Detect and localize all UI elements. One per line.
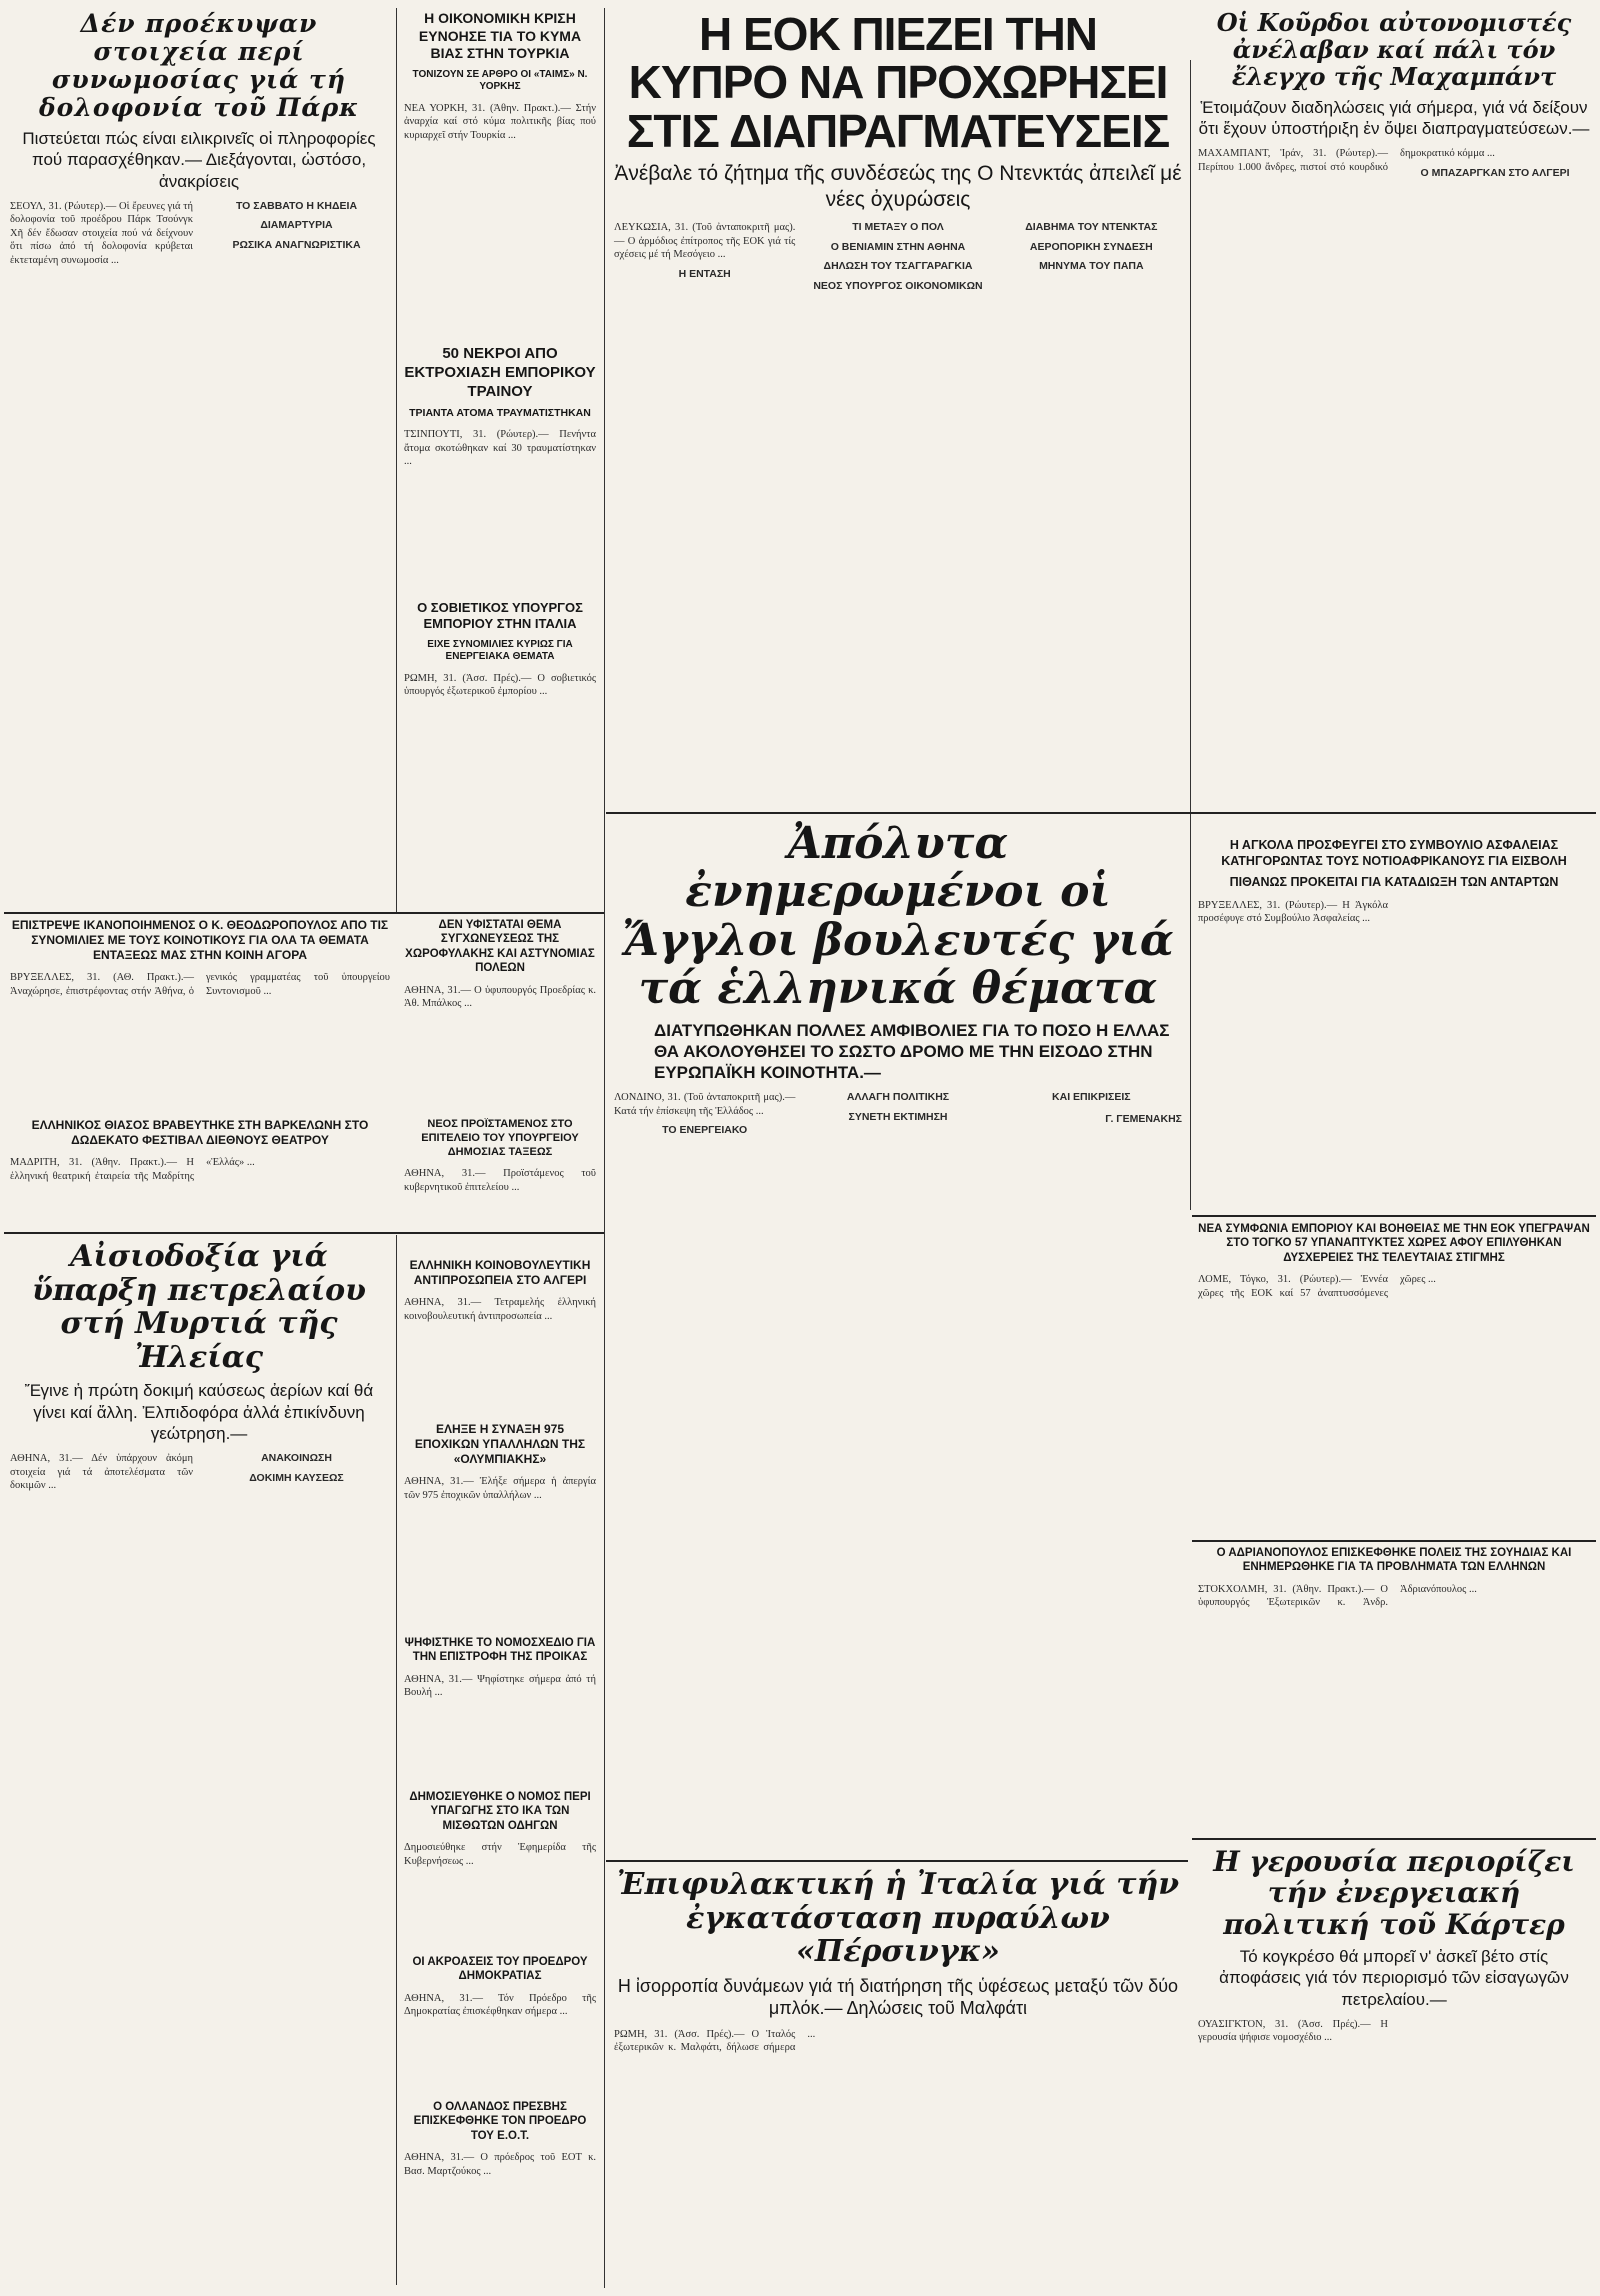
deck: ΤΡΙΑΝΤΑ ΑΤΟΜΑ ΤΡΑΥΜΑΤΙΣΤΗΚΑΝ [409, 407, 591, 420]
dateline: ΜΑΔΡΙΤΗ, 31. (Ἀθην. Πρακτ.).— Η ἑλληνική θεατρική ἐταιρεία τῆς Μαδρίτης «Ἑλλάς» ... [10, 1157, 255, 1182]
deck: Ἑτοιμάζουν διαδηλώσεις γιά σήμερα, γιά νά δείξουν ὅτι ἔχουν ὑποστήριξη ἐν ὄψει διαπραγματεύσεων.— [1198, 97, 1590, 138]
headline: Αἰσιοδοξία γιά ὕπαρξη πετρελαίου στή Μυρτιά τῆς Ἠλείας [32, 1240, 366, 1375]
section-rule [1192, 1540, 1596, 1542]
column-rule [396, 8, 397, 913]
subheading: ΔΙΑΜΑΡΤΥΡΙΑ [260, 219, 333, 232]
article-body [1198, 899, 1590, 926]
article-carter-energy [1192, 1846, 1596, 2291]
dateline: ΑΘΗΝΑ, 31.— Ο ὑφυπουργός Προεδρίας κ. Ἀθ. Μπάλκος ... [404, 984, 596, 1009]
dateline: ΣΤΟΚΧΟΛΜΗ, 31. (Ἀθην. Πρακτ.).— Ο ὑφυπουργός Ἐξωτερικῶν κ. Ἀνδρ. Ἀδριανόπουλος ... [1198, 1583, 1477, 1609]
headline: Η ΟΙΚΟΝΟΜΙΚΗ ΚΡΙΣΗ ΕΥΝΟΗΣΕ ΤΙΑ ΤΟ ΚΥΜΑ ΒΙΑΣ ΣΤΗΝ ΤΟΥΡΚΙΑ [418, 10, 582, 61]
headline: Ο ΑΔΡΙΑΝΟΠΟΥΛΟΣ ΕΠΙΣΚΕΦΘΗΚΕ ΠΟΛΕΙΣ ΤΗΣ ΣΟΥΗΔΙΑΣ ΚΑΙ ΕΝΗΜΕΡΩΘΗΚΕ ΓΙΑ ΤΑ ΠΡΟΒΛΗΜΑΤΑ ΤΩΝ ΕΛΛΗΝΩΝ [1216, 1547, 1572, 1574]
section-rule [1192, 1838, 1596, 1840]
article-body [404, 2151, 596, 2178]
article-body [404, 1992, 596, 2019]
article-body [614, 1091, 1182, 1138]
headline: ΕΛΛΗΝΙΚΗ ΚΟΙΝΟΒΟΥΛΕΥΤΙΚΗ ΑΝΤΙΠΡΟΣΩΠΕΙΑ ΣΤΟ ΑΛΓΕΡΙ [409, 1258, 591, 1287]
subheading: ΤΟ ΕΝΕΡΓΕΙΑΚΟ [662, 1124, 748, 1137]
article-president-hearings [398, 1955, 602, 2095]
headline: Η ΕΟΚ ΠΙΕΖΕΙ ΤΗΝ ΚΥΠΡΟ ΝΑ ΠΡΟΧΩΡΗΣΕΙ ΣΤΙΣ ΔΙΑΠΡΑΓΜΑΤΕΥΣΕΙΣ [626, 10, 1170, 157]
article-body [404, 1296, 596, 1323]
article-body [10, 200, 388, 268]
dateline: ΤΣΙΝΠΟΥΤΙ, 31. (Ρώυτερ).— Πενήντα ἄτομα σκοτώθηκαν καί 30 τραυματίστηκαν ... [404, 429, 596, 468]
subheading: Ο ΜΠΑΖΑΡΓΚΑΝ ΣΤΟ ΑΛΓΕΡΙ [1420, 166, 1570, 179]
article-body [404, 672, 596, 699]
dateline: ΑΘΗΝΑ, 31.— Τετραμελής ἑλληνική κοινοβουλευτική ἀντιπροσωπεία ... [404, 1297, 596, 1322]
article-parliament-delegation [398, 1258, 602, 1418]
subheading: ΔΟΚΙΜΗ ΚΑΥΣΕΩΣ [249, 1471, 344, 1484]
subheading: Ο ΒΕΝΙΑΜΙΝ ΣΤΗΝ ΑΘΗΝΑ [830, 240, 966, 253]
subheading: ΚΑΙ ΕΠΙΚΡΙΣΕΙΣ [1052, 1091, 1131, 1104]
article-oil-myrtia [4, 1240, 394, 2290]
article-body [404, 428, 596, 469]
article-andrianopoulos-sweden [1192, 1546, 1596, 1836]
section-rule [4, 912, 604, 914]
dateline: ΝΕΑ ΥΟΡΚΗ, 31. (Ἀθην. Πρακτ.).— Στήν ἀναρχία καί στό κύμα πολιτικῆς βίας πού κυριαρχεῖ στήν Τουρκία ... [404, 102, 596, 141]
dateline: ΑΘΗΝΑ, 31.— Ο πρόεδρος τοῦ ΕΟΤ κ. Βασ. Μαρτζούκος ... [404, 2152, 596, 2177]
article-derailment [398, 345, 602, 595]
article-body [614, 2028, 1182, 2055]
dateline: ΑΘΗΝΑ, 31.— Ψηφίστηκε σήμερα ἀπό τή Βουλή ... [404, 1673, 596, 1699]
article-soviet-minister [398, 600, 602, 910]
subheading: ΑΛΛΑΓΗ ΠΟΛΙΤΙΚΗΣ [846, 1091, 950, 1104]
article-body [1198, 1273, 1590, 1300]
dateline: ΑΘΗΝΑ, 31.— Ἐλήξε σήμερα ἡ ἀπεργία τῶν 975 ἐποχικῶν ὑπαλλήλων ... [404, 1476, 596, 1501]
article-body [1198, 147, 1590, 180]
headline: Ο ΣΟΒΙΕΤΙΚΟΣ ΥΠΟΥΡΓΟΣ ΕΜΠΟΡΙΟΥ ΣΤΗΝ ΙΤΑΛΙΑ [417, 600, 583, 632]
dateline: ΛΟΜΕ, Τόγκο, 31. (Ρώυτερ).— Ἐννέα χῶρες τῆς ΕΟΚ καί 57 ἀναπτυσσόμενες χῶρες ... [1198, 1274, 1436, 1299]
headline: ΝΕΟΣ ΠΡΟΪΣΤΑΜΕΝΟΣ ΣΤΟ ΕΠΙΤΕΛΕΙΟ ΤΟΥ ΥΠΟΥΡΓΕΙΟΥ ΔΗΜΟΣΙΑΣ ΤΑΞΕΩΣ [421, 1118, 579, 1158]
section-rule [606, 1860, 1188, 1862]
headline: ΨΗΦΙΣΤΗΚΕ ΤΟ ΝΟΜΟΣΧΕΔΙΟ ΓΙΑ ΤΗΝ ΕΠΙΣΤΡΟΦΗ ΤΗΣ ΠΡΟΙΚΑΣ [404, 1637, 596, 1664]
dateline: ΑΘΗΝΑ, 31.— Δέν ὑπάρχουν ἀκόμη στοιχεία γιά τά ἀποτελέσματα τῶν δοκιμῶν ... [10, 1453, 193, 1492]
article-body [404, 1167, 596, 1194]
article-new-staff-head [398, 1118, 602, 1253]
subheading: ΤΙ ΜΕΤΑΞΥ Ο ΠΟΛ [852, 221, 944, 234]
subheading: ΤΟ ΣΑΒΒΑΤΟ Η ΚΗΔΕΙΑ [235, 199, 358, 212]
article-body [10, 971, 390, 998]
deck: ΕΙΧΕ ΣΥΝΟΜΙΛΙΕΣ ΚΥΡΙΩΣ ΓΙΑ ΕΝΕΡΓΕΙΑΚΑ ΘΕΜΑΤΑ [427, 638, 573, 662]
article-british-mps [608, 820, 1188, 1855]
article-eec-trade-agreement [1192, 1222, 1596, 1537]
headline: ΕΠΙΣΤΡΕΨΕ ΙΚΑΝΟΠΟΙΗΜΕΝΟΣ Ο Κ. ΘΕΟΔΩΡΟΠΟΥΛΟΣ ΑΠΟ ΤΙΣ ΣΥΝΟΜΙΛΙΕΣ ΜΕ ΤΟΥΣ ΚΟΙΝΟΤΙΚΟΥΣ ΓΙΑ ΟΛΑ ΤΑ ΘΕΜΑΤΑ ΕΝΤΑΞΕΩΣ ΜΑΣ ΣΤΗΝ ΚΟΙΝΗ ΑΓΟΡΑ [11, 918, 389, 962]
dateline: Δημοσιεύθηκε στήν Ἐφημερίδα τῆς Κυβερνήσεως ... [404, 1842, 596, 1867]
article-body [404, 102, 596, 143]
dateline: ΒΡΥΞΕΛΛΕΣ, 31. (ΑΘ. Πρακτ.).— Ἀναχώρησε, ἐπιστρέφοντας στήν Ἀθήνα, ὁ γενικός γραμματέας τοῦ ὑπουργείου Συντονισμοῦ ... [10, 972, 390, 997]
column-rule [396, 1235, 397, 2285]
byline: Γ. ΓΕΜΕΝΑΚΗΣ [1105, 1112, 1182, 1125]
deck: ΠΙΘΑΝΩΣ ΠΡΟΚΕΙΤΑΙ ΓΙΑ ΚΑΤΑΔΙΩΞΗ ΤΩΝ ΑΝΤΑΡΤΩΝ [1229, 875, 1559, 890]
article-body [1198, 1583, 1590, 1610]
article-eec-cyprus [608, 10, 1188, 810]
article-theodoropoulos [4, 918, 396, 1113]
headline: Ἀπόλυτα ἐνημερωμένοι οἱ Ἄγγλοι βουλευτές γιά τά ἑλληνικά θέματα [622, 820, 1174, 1015]
article-turkey-crisis [398, 10, 602, 340]
subheading: ΣΥΝΕΤΗ ΕΚΤΙΜΗΣΗ [848, 1110, 948, 1123]
article-angola-south-africa [1192, 838, 1596, 1210]
subheading: ΑΕΡΟΠΟΡΙΚΗ ΣΥΝΔΕΣΗ [1029, 240, 1153, 253]
dateline: ΛΟΝΔΙΝΟ, 31. (Τοῦ ἀνταποκριτῆ μας).— Κατά τήν ἐπίσκεψη τῆς Ἐλλάδος ... [614, 1092, 796, 1117]
headline: Η γερουσία περιορίζει τήν ἐνεργειακή πολιτική τοῦ Κάρτερ [1213, 1846, 1575, 1941]
dateline: ΛΕΥΚΩΣΙΑ, 31. (Τοῦ ἀνταποκριτῆ μας).— Ο ἀρμόδιος ἐπίτροπος τῆς ΕΟΚ γιά τίς σχέσεις μέ τή Μεσόγειο ... [614, 222, 796, 261]
article-body [404, 1673, 596, 1700]
subheading: ΡΩΣΙΚΑ ΑΝΑΓΝΩΡΙΣΤΙΚΑ [232, 238, 361, 251]
deck: Η ἰσορροπία δυνάμεων γιά τή διατήρηση τῆς ὑφέσεως μεταξύ τῶν δύο μπλόκ.— Δηλώσεις τοῦ Μαλφάτι [617, 1975, 1179, 2019]
headline: Δέν προέκυψαν στοιχεία περί συνωμοσίας γιά τή δολοφονία τοῦ Πάρκ [38, 10, 359, 122]
article-ika-drivers [398, 1790, 602, 1950]
article-body [404, 984, 596, 1011]
deck: Πιστεύεται πώς είναι ειλικρινεῖς οἱ πληροφορίες πού παρασχέθηκαν.— Διεξάγονται, ὡστόσο, ἀνακρίσεις [22, 129, 376, 191]
article-italy-pershing [608, 1868, 1188, 2288]
column-rule [1190, 60, 1191, 1210]
article-body [10, 1156, 390, 1183]
deck: Ἔγινε ἡ πρώτη δοκιμή καύσεως ἀερίων καί θά γίνει καί ἄλλη. Ἐλπιδοφόρα ἀλλά ἐπικίνδυνη γεώτρηση.— [24, 1381, 374, 1443]
headline: Οἱ Κοῦρδοι αὐτονομιστές ἀνέλαβαν καί πάλι τόν ἔλεγχο τῆς Μαχαμπάντ [1216, 10, 1572, 91]
article-theatre-award [4, 1118, 396, 1228]
dateline: ΒΡΥΞΕΛΛΕΣ, 31. (Ρώυτερ).— Η Ἀγκόλα προσέφυγε στό Συμβούλιο Ἀσφαλείας ... [1198, 899, 1388, 925]
headline: 50 ΝΕΚΡΟΙ ΑΠΟ ΕΚΤΡΟΧΙΑΣΗ ΕΜΠΟΡΙΚΟΥ ΤΡΑΙΝΟΥ [404, 345, 596, 400]
article-kurds-mahabad [1192, 10, 1596, 830]
headline: ΟΙ ΑΚΡΟΑΣΕΙΣ ΤΟΥ ΠΡΟΕΔΡΟΥ ΔΗΜΟΚΡΑΤΙΑΣ [412, 1956, 588, 1983]
article-dowry-law [398, 1636, 602, 1786]
deck: ΤΟΝΙΖΟΥΝ ΣΕ ΑΡΘΡΟ ΟΙ «ΤΑΙΜΣ» Ν. ΥΟΡΚΗΣ [412, 68, 588, 92]
subheading: ΔΙΑΒΗΜΑ ΤΟΥ ΝΤΕΝΚΤΑΣ [1025, 221, 1158, 234]
headline: ΕΛΛΗΝΙΚΟΣ ΘΙΑΣΟΣ ΒΡΑΒΕΥΤΗΚΕ ΣΤΗ ΒΑΡΚΕΛΩΝΗ ΣΤΟ ΔΩΔΕΚΑΤΟ ΦΕΣΤΙΒΑΛ ΔΙΕΘΝΟΥΣ ΘΕΑΤΡΟΥ [31, 1118, 369, 1147]
dateline: ΑΘΗΝΑ, 31.— Τόν Πρόεδρο τῆς Δημοκρατίας ἐπισκέφθηκαν σήμερα ... [404, 1992, 596, 2018]
column-rule [604, 8, 605, 2288]
article-police-merger [398, 918, 602, 1113]
deck: Ἀνέβαλε τό ζήτημα τῆς συνδέσεώς της Ο Ντενκτάς ἀπειλεῖ μέ νέες ὀχυρώσεις [614, 161, 1182, 212]
article-body [1198, 2018, 1590, 2045]
article-body [404, 1841, 596, 1868]
headline: Ἐπιφυλακτική ἡ Ἰταλία γιά τήν ἐγκατάσταση πυραύλων «Πέρσινγκ» [616, 1868, 1180, 1970]
article-body [404, 1475, 596, 1502]
deck: ΔΙΑΤΥΠΩΘΗΚΑΝ ΠΟΛΛΕΣ ΑΜΦΙΒΟΛΙΕΣ ΓΙΑ ΤΟ ΠΟΣΟ Η ΕΛΛΑΣ ΘΑ ΑΚΟΛΟΥΘΗΣΕΙ ΤΟ ΣΩΣΤΟ ΔΡΟΜΟ ΜΕ ΤΗΝ ΕΙΣΟΔΟ ΣΤΗΝ ΕΥΡΩΠΑΪΚΗ ΚΟΙΝΟΤΗΤΑ.— [654, 1020, 1170, 1083]
headline: ΕΛΗΞΕ Η ΣΥΝΑΞΗ 975 ΕΠΟΧΙΚΩΝ ΥΠΑΛΛΗΛΩΝ ΤΗΣ «ΟΛΥΜΠΙΑΚΗΣ» [414, 1422, 586, 1466]
article-dutch-ambassador [398, 2100, 602, 2290]
dateline: ΟΥΑΣΙΓΚΤΟΝ, 31. (Ἀσσ. Πρές).— Η γερουσία ψήφισε νομοσχέδιο ... [1198, 2018, 1388, 2044]
headline: Η ΑΓΚΟΛΑ ΠΡΟΣΦΕΥΓΕΙ ΣΤΟ ΣΥΜΒΟΥΛΙΟ ΑΣΦΑΛΕΙΑΣ ΚΑΤΗΓΟΡΩΝΤΑΣ ΤΟΥΣ ΝΟΤΙΟΑΦΡΙΚΑΝΟΥΣ ΓΙΑ ΕΙΣΒΟΛΗ [1221, 838, 1567, 868]
subheading: ΔΗΛΩΣΗ ΤΟΥ ΤΣΑΓΓΑΡΑΓΚΙΑ [823, 260, 973, 273]
headline: ΔΕΝ ΥΦΙΣΤΑΤΑΙ ΘΕΜΑ ΣΥΓΧΩΝΕΥΣΕΩΣ ΤΗΣ ΧΩΡΟΦΥΛΑΚΗΣ ΚΑΙ ΑΣΤΥΝΟΜΙΑΣ ΠΟΛΕΩΝ [405, 919, 595, 975]
headline: Ο ΟΛΛΑΝΔΟΣ ΠΡΕΣΒΗΣ ΕΠΙΣΚΕΦΘΗΚΕ ΤΟΝ ΠΡΟΕΔΡΟ ΤΟΥ Ε.Ο.Τ. [413, 2101, 587, 2142]
section-rule [1192, 1215, 1596, 1217]
article-body [10, 1452, 388, 1494]
dateline: ΜΑΧΑΜΠΑΝΤ, Ἰράν, 31. (Ρώυτερ).— Περίπου 1.000 ἄνδρες, πιστοί στό κουρδικό δημοκρατικό κόμμα ... [1198, 148, 1495, 173]
dateline: ΡΩΜΗ, 31. (Ἀσσ. Πρές).— Ο Ἰταλός ἐξωτερικῶν κ. Μαλφάτι, δήλωσε σήμερα ... [614, 2028, 816, 2054]
subheading: ΝΕΟΣ ΥΠΟΥΡΓΟΣ ΟΙΚΟΝΟΜΙΚΩΝ [813, 279, 983, 292]
subheading: ΑΝΑΚΟΙΝΩΣΗ [261, 1452, 332, 1465]
dateline: ΡΩΜΗ, 31. (Ἀσσ. Πρές).— Ο σοβιετικός ὑπουργός ἐξωτερικοῦ ἐμπορίου ... [404, 672, 596, 697]
subheading: Η ΕΝΤΑΣΗ [678, 267, 731, 280]
headline: ΝΕΑ ΣΥΜΦΩΝΙΑ ΕΜΠΟΡΙΟΥ ΚΑΙ ΒΟΗΘΕΙΑΣ ΜΕ ΤΗΝ ΕΟΚ ΥΠΕΓΡΑΨΑΝ ΣΤΟ ΤΟΓΚΟ 57 ΥΠΑΝΑΠΤΥΚΤΕΣ ΧΩΡΕΣ ΑΦΟΥ ΕΠΙΛΥΘΗΚΑΝ ΔΥΣΧΕΡΕΙΕΣ ΤΗΣ ΤΕΛΕΥΤΑΙΑΣ ΣΤΙΓΜΗΣ [1198, 1223, 1590, 1264]
dateline: ΑΘΗΝΑ, 31.— Προϊστάμενος τοῦ κυβερνητικοῦ ἐπιτελείου ... [404, 1168, 596, 1193]
subheading: ΜΗΝΥΜΑ ΤΟΥ ΠΑΠΑ [1039, 260, 1144, 273]
article-park-assassination [4, 10, 394, 910]
article-body [614, 221, 1182, 293]
article-olympic-employees [398, 1422, 602, 1632]
deck: Τό κογκρέσο θά μπορεῖ ν' ἀσκεῖ βέτο στίς ἀποφάσεις γιά τόν περιορισμό τῶν εἰσαγωγῶν πετρελαίου.— [1219, 1947, 1569, 2009]
headline: ΔΗΜΟΣΙΕΥΘΗΚΕ Ο ΝΟΜΟΣ ΠΕΡΙ ΥΠΑΓΩΓΗΣ ΣΤΟ ΙΚΑ ΤΩΝ ΜΙΣΘΩΤΩΝ ΟΔΗΓΩΝ [409, 1791, 591, 1832]
dateline: ΣΕΟΥΛ, 31. (Ρώυτερ).— Οἱ ἔρευνες γιά τή δολοφονία τοῦ προέδρου Πάρκ Τσούνγκ Χῆ δέν ἔδωσαν στοιχεία πού νά δείχνουν ὅτι πίσω ἀπό τή δολοφονία κρύβεται ἐκτεταμένη συνωμοσία ... [10, 200, 193, 266]
